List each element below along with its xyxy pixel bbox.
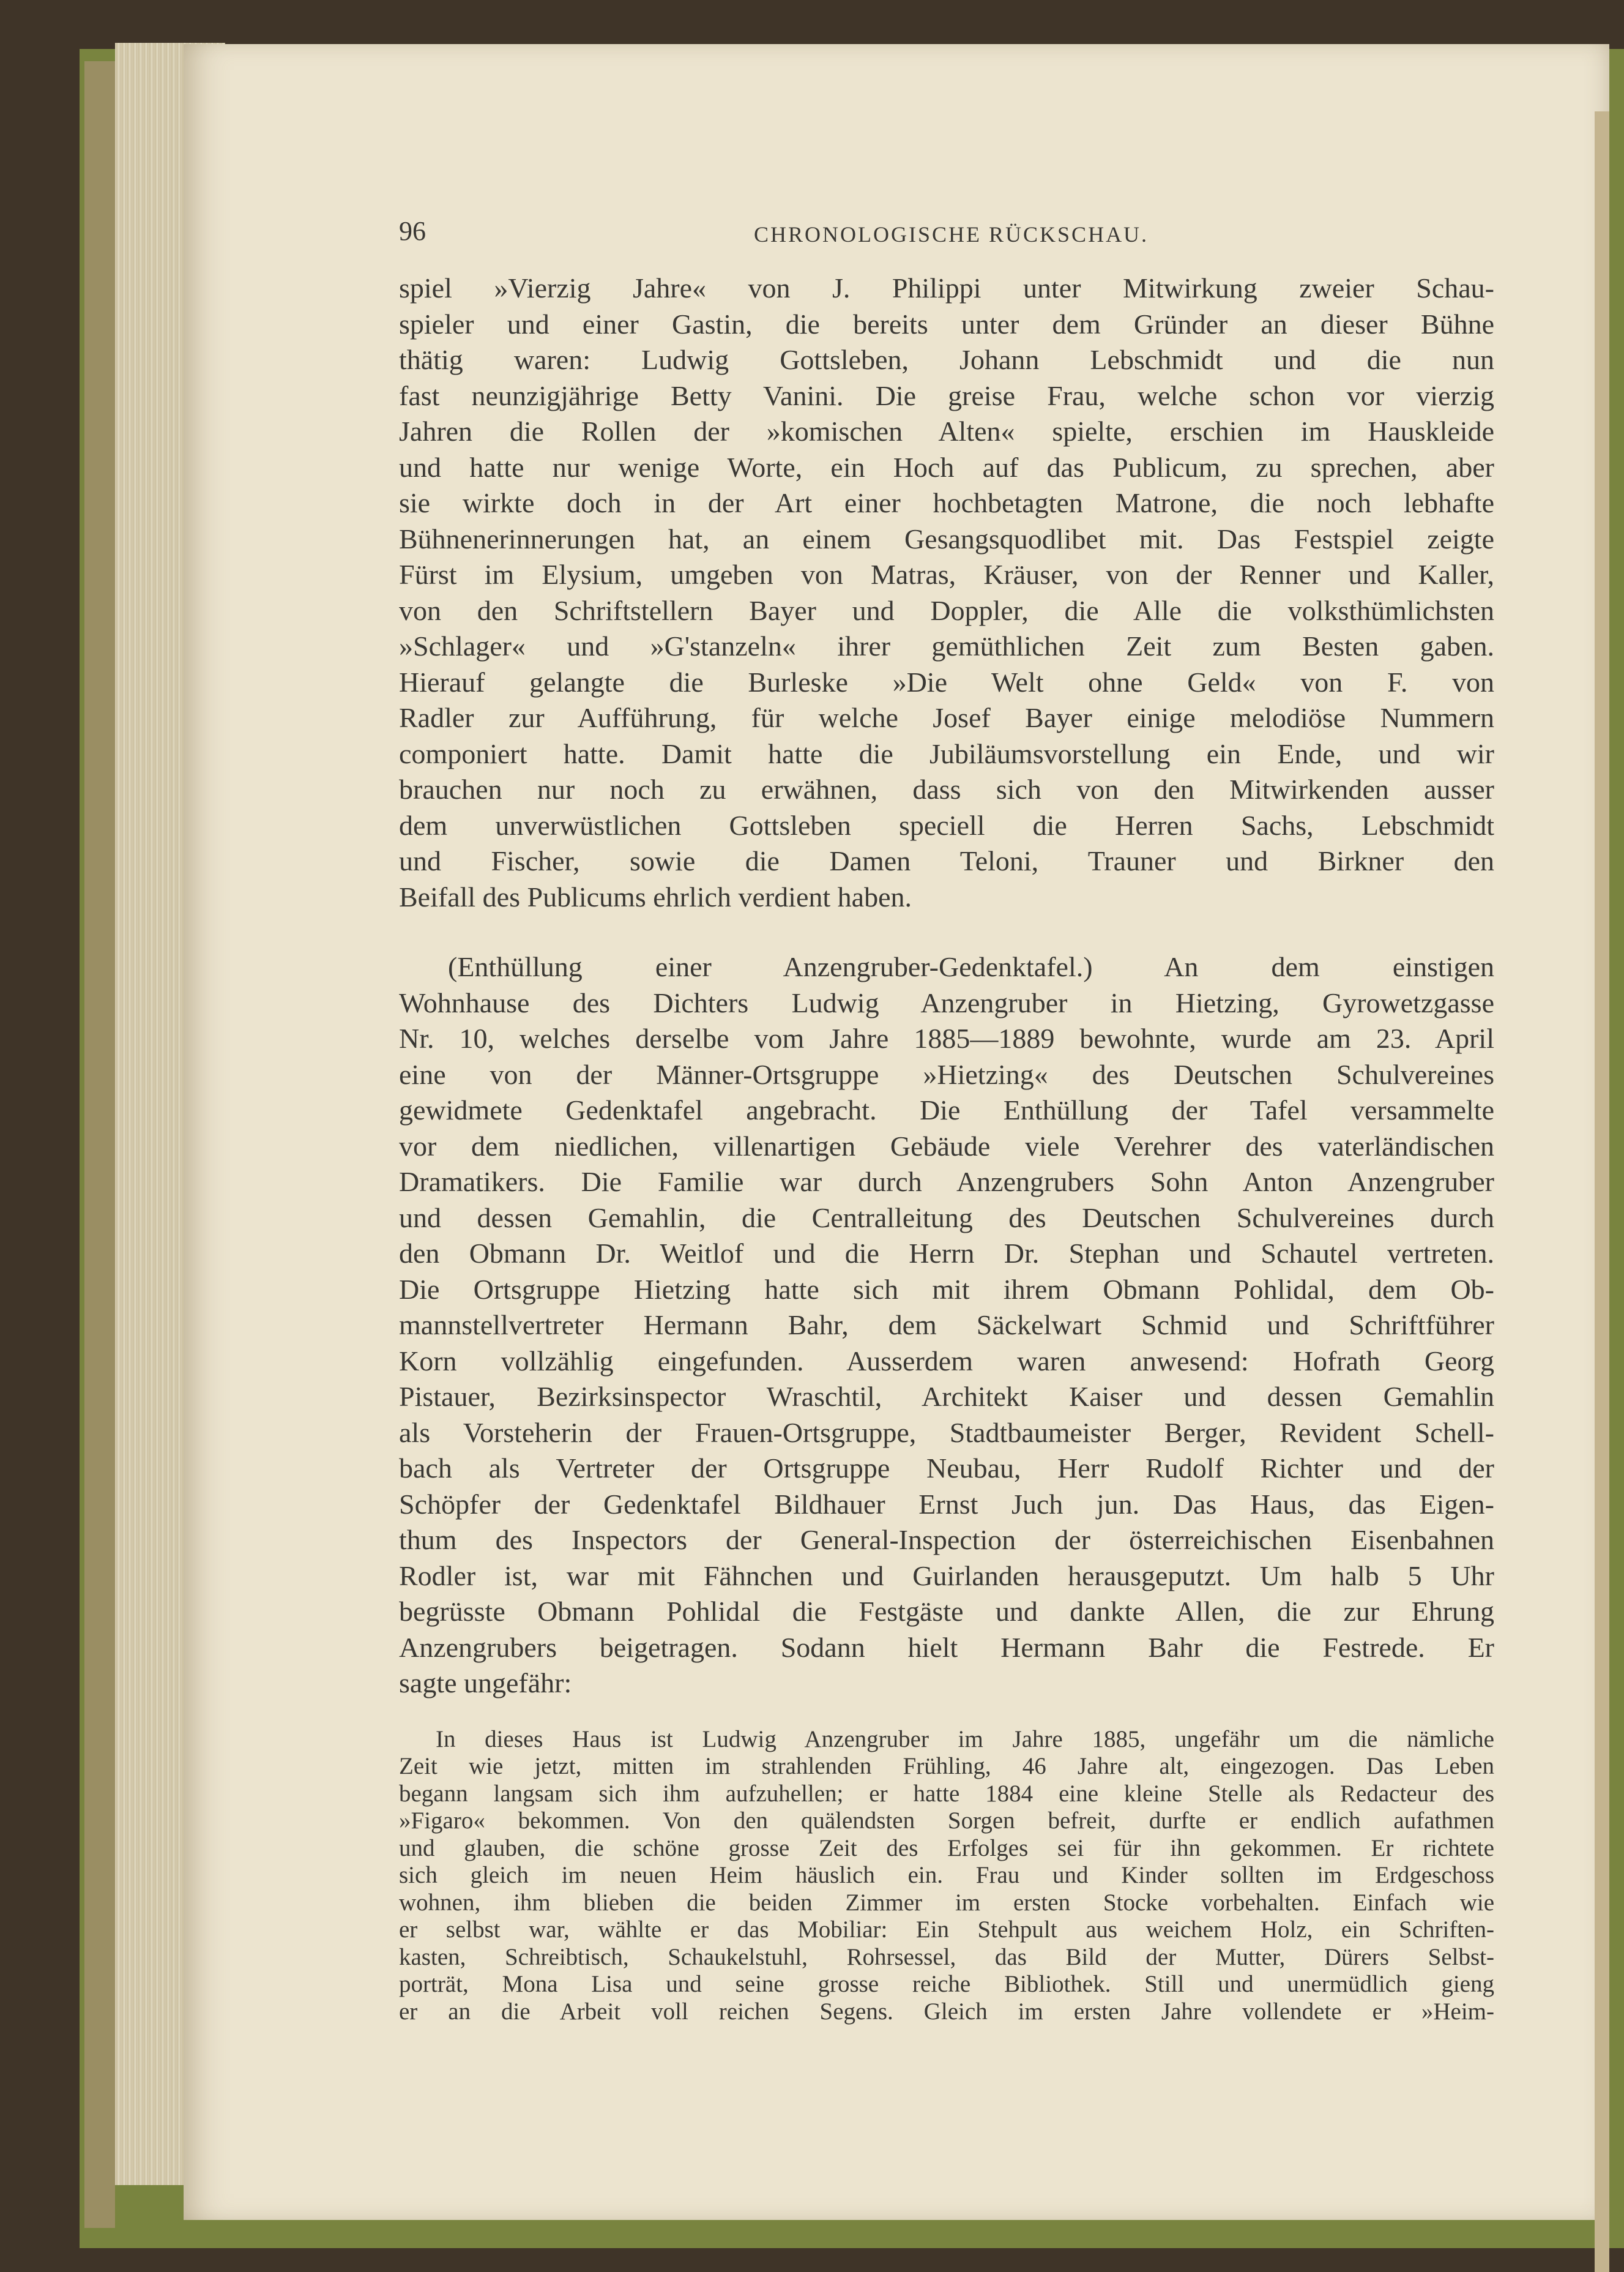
text-line: eine von der Männer-Ortsgruppe »Hietzing« des Deutschen Schulvereines (399, 1058, 1494, 1090)
text-line: sagte ungefähr: (399, 1667, 572, 1698)
text-line: Anzengrubers beigetragen. Sodann hielt Hermann Bahr die Festrede. Er (399, 1631, 1494, 1663)
text-line: Rodler ist, war mit Fähnchen und Guirlanden herausgeputzt. Um halb 5 Uhr (399, 1560, 1494, 1591)
page-text (399, 215, 1494, 2025)
text-line: Fürst im Elysium, umgeben von Matras, Kräuser, von der Renner und Kaller, (399, 559, 1494, 590)
text-line: Nr. 10, welches derselbe vom Jahre 1885—1889 bewohnte, wurde am 23. April (399, 1023, 1494, 1054)
text-line: spieler und einer Gastin, die bereits unter dem Gründer an dieser Bühne (399, 308, 1494, 340)
paragraph-2 (399, 949, 1494, 1702)
quote-line: kasten, Schreibtisch, Schaukelstuhl, Rohrsessel, das Bild der Mutter, Dürers Selbst- (399, 1943, 1494, 1970)
quote-line: porträt, Mona Lisa und seine grosse reiche Bibliothek. Still und unermüdlich gieng (399, 1971, 1494, 1997)
text-line: fast neunzigjährige Betty Vanini. Die greise Frau, welche schon vor vierzig (399, 379, 1494, 411)
text-line: componiert hatte. Damit hatte die Jubiläumsvorstellung ein Ende, und wir (399, 738, 1494, 769)
text-line: thum des Inspectors der General-Inspection der österreichischen Eisenbahnen (399, 1524, 1494, 1555)
text-line: und hatte nur wenige Worte, ein Hoch auf das Publicum, zu sprechen, aber (399, 451, 1494, 483)
text-line: den Obmann Dr. Weitlof und die Herrn Dr. Stephan und Schautel vertreten. (399, 1238, 1494, 1269)
text-line: Dramatikers. Die Familie war durch Anzengrubers Sohn Anton Anzengruber (399, 1166, 1494, 1197)
text-line: und Fischer, sowie die Damen Teloni, Trauner und Birkner den (399, 845, 1494, 876)
quote-line: wohnen, ihm blieben die beiden Zimmer im ersten Stocke vorbehalten. Einfach wie (399, 1889, 1494, 1916)
text-line: Korn vollzählig eingefunden. Ausserdem waren anwesend: Hofrath Georg (399, 1345, 1494, 1377)
section-heading-line: (Enthüllung einer Anzengruber-Gedenktafel.) An dem einstigen (448, 951, 1494, 982)
quoted-speech (399, 1726, 1494, 2026)
quote-line: »Figaro« bekommen. Von den quälendsten Sorgen befreit, durfte er endlich aufathmen (399, 1807, 1494, 1834)
text-line: bach als Vertreter der Ortsgruppe Neubau, Herr Rudolf Richter und der (399, 1452, 1494, 1484)
text-line: Beifall des Publicums ehrlich verdient haben. (399, 881, 912, 913)
text-line: vor dem niedlichen, villenartigen Gebäude viele Verehrer des vaterländischen (399, 1130, 1494, 1162)
text-line: Die Ortsgruppe Hietzing hatte sich mit ihrem Obmann Pohlidal, dem Ob- (399, 1273, 1494, 1305)
running-title: CHRONOLOGISCHE RÜCKSCHAU. (754, 222, 1149, 247)
quote-line: er selbst war, wählte er das Mobiliar: Ein Stehpult aus weichem Holz, ein Schriften- (399, 1916, 1494, 1943)
text-line: und dessen Gemahlin, die Centralleitung des Deutschen Schulvereines durch (399, 1201, 1494, 1233)
text-line: Bühnenerinnerungen hat, an einem Gesangsquodlibet mit. Das Festspiel zeigte (399, 523, 1494, 555)
text-line: Wohnhause des Dichters Ludwig Anzengruber in Hietzing, Gyrowetzgasse (399, 987, 1494, 1018)
text-line: Pistauer, Bezirksinspector Wraschtil, Architekt Kaiser und dessen Gemahlin (399, 1381, 1494, 1412)
quote-line: er an die Arbeit voll reichen Segens. Gleich im ersten Jahre vollendete er »Heim- (399, 1998, 1494, 2025)
next-page-edge (1595, 111, 1609, 2272)
text-line: Schöpfer der Gedenktafel Bildhauer Ernst Juch jun. Das Haus, das Eigen- (399, 1488, 1494, 1520)
running-head (399, 215, 1494, 271)
quote-line: begann langsam sich ihm aufzuhellen; er hatte 1884 eine kleine Stelle als Redacteur des (399, 1780, 1494, 1807)
text-line: »Schlager« und »G'stanzeln« ihrer gemüthlichen Zeit zum Besten gaben. (399, 630, 1494, 662)
quote-line: sich gleich im neuen Heim häuslich ein. Frau und Kinder sollten im Erdgeschoss (399, 1862, 1494, 1888)
page-number: 96 (399, 216, 426, 246)
quote-line: In dieses Haus ist Ludwig Anzengruber im Jahre 1885, ungefähr um die nämliche (436, 1725, 1494, 1752)
text-line: als Vorsteherin der Frauen-Ortsgruppe, Stadtbaumeister Berger, Revident Schell- (399, 1416, 1494, 1448)
paragraph-1 (399, 271, 1494, 915)
text-line: Jahren die Rollen der »komischen Alten« spielte, erschien im Hauskleide (399, 416, 1494, 447)
cover-edge (84, 61, 115, 2228)
quote-line: und glauben, die schöne grosse Zeit des Erfolges sei für ihn gekommen. Er richtete (399, 1834, 1494, 1861)
text-line: begrüsste Obmann Pohlidal die Festgäste und dankte Allen, die zur Ehrung (399, 1596, 1494, 1627)
text-line: mannstellvertreter Hermann Bahr, dem Säckelwart Schmid und Schriftführer (399, 1309, 1494, 1340)
text-line: spiel »Vierzig Jahre« von J. Philippi unter Mitwirkung zweier Schau- (399, 272, 1494, 304)
text-line: Radler zur Aufführung, für welche Josef Bayer einige melodiöse Nummern (399, 702, 1494, 733)
text-line: gewidmete Gedenktafel angebracht. Die Enthüllung der Tafel versammelte (399, 1094, 1494, 1126)
text-line: dem unverwüstlichen Gottsleben speciell die Herren Sachs, Lebschmidt (399, 809, 1494, 841)
text-line: sie wirkte doch in der Art einer hochbetagten Matrone, die noch lebhafte (399, 487, 1494, 518)
text-line: thätig waren: Ludwig Gottsleben, Johann Lebschmidt und die nun (399, 344, 1494, 375)
text-line: brauchen nur noch zu erwähnen, dass sich von den Mitwirkenden ausser (399, 774, 1494, 805)
paragraph-gap (399, 1702, 1494, 1726)
text-line: Hierauf gelangte die Burleske »Die Welt ohne Geld« von F. von (399, 666, 1494, 698)
quote-line: Zeit wie jetzt, mitten im strahlenden Frühling, 46 Jahre alt, eingezogen. Das Leben (399, 1753, 1494, 1779)
paragraph-gap (399, 915, 1494, 949)
text-line: von den Schriftstellern Bayer und Doppler, die Alle die volksthümlichsten (399, 594, 1494, 626)
